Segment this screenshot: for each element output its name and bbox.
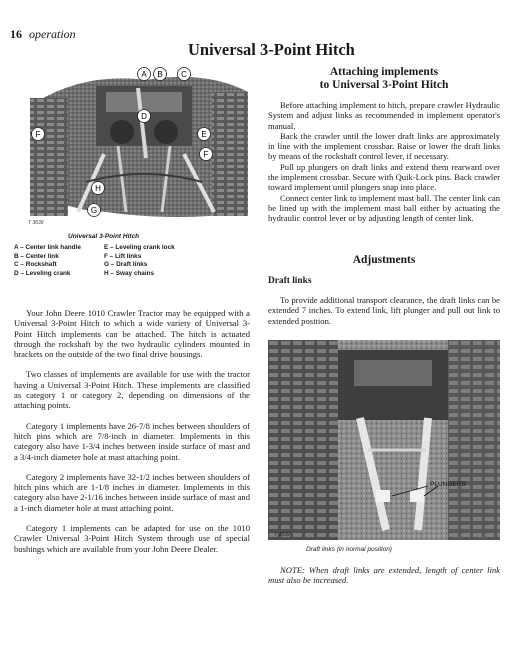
hitch-photo (26, 62, 252, 228)
note-text: NOTE: When draft links are extended, length of center link must also be increased. (268, 565, 500, 586)
body-paragraph: To provide additional transport clearance, the draft links can be extended 7 inches. To extend link, lift plunger and pull out link to extended position. (268, 295, 500, 326)
svg-text:H: H (95, 184, 101, 193)
legend-item: A – Center link handle (14, 244, 81, 251)
body-paragraph: Your John Deere 1010 Crawler Tractor may be equipped with a Universal 3-Point Hitch to which a wide variety of Universal 3-Point Hitch implements can be attached. The hitch is actuated through the rockshaft by the two hydraulic cylinders mounted in brackets on the outside of the two final drive housings. (14, 308, 250, 360)
svg-text:A: A (141, 70, 147, 79)
svg-text:D: D (141, 112, 147, 121)
body-paragraph: Category 2 implements have 32-1/2 inches between shoulders of hitch pins which are 1-1/8 inches in diameter. Implements in this category also have 2-1/16 inches between inside surface of mast and a 1-inch diameter hole at mast attaching point. (14, 471, 250, 513)
adjustments-heading: Adjustments (352, 254, 416, 266)
attaching-heading-line2: to Universal 3-Point Hitch (319, 78, 449, 91)
figure2-caption: Draft links (in normal position) (306, 546, 392, 553)
left-column-body (14, 308, 250, 564)
legend-item: F – Lift links (104, 252, 142, 260)
svg-text:G: G (90, 206, 98, 215)
svg-text:T 3639: T 3639 (274, 532, 290, 538)
section-name: operation (29, 27, 76, 41)
legend-item: H – Sway chains (104, 269, 155, 277)
svg-text:B: B (157, 70, 163, 79)
body-paragraph: Category 1 implements have 26-7/8 inches between shoulders of hitch pins which are 7/8-inch in diameter. Implements in this category also have 1-3/4 inches between inside surface of mast and a 3/4-inch diameter hole at mast attaching point. (14, 420, 250, 462)
svg-text:F: F (35, 130, 41, 139)
body-paragraph: Two classes of implements are available for use with the tractor having a Universal 3-Point Hitch. These implements are classified as category 1 or category 2, depending on dimensions of the attaching points. (14, 369, 250, 411)
body-paragraph: Connect center link to implement mast ball. The center link can be lined up with the implement mast ball either by actuating the hydraulic control lever or by adjusting length of center link. (268, 192, 500, 224)
body-paragraph: Back the crawler until the lower draft links are approximately in line with the implement crossbar. Raise or lower the draft links by means of the rockshaft control lever, if necessary. (268, 130, 500, 162)
legend-item: D – Leveling crank (14, 269, 71, 277)
legend-item: B – Center link (14, 252, 59, 260)
legend-item: C – Rockshaft (14, 261, 57, 268)
body-paragraph: Before attaching implement to hitch, prepare crawler Hydraulic System and adjust links as recommended in implement operator's manual. (268, 100, 500, 131)
plungers-label: PLUNGERS (430, 481, 466, 488)
body-paragraph: Category 1 implements can be adapted for use on the 1010 Crawler Universal 3-Point Hitch System through use of special bushings which are available from your John Deere Dealer. (14, 523, 250, 554)
legend-item: G – Draft links (104, 261, 148, 268)
svg-text:C: C (181, 70, 187, 79)
draft-links-subheading: Draft links (268, 276, 312, 286)
svg-text:T 3639: T 3639 (28, 220, 44, 226)
page-header (10, 27, 76, 42)
body-paragraph: Pull up plungers on draft links and extend them rearward over the implement crossbar. Secure with Quik-Lock pins. Back crawler toward implement until plungers snap into place. (268, 161, 500, 193)
draft-links-photo (268, 340, 500, 540)
page-number: 16 (10, 27, 22, 41)
attaching-heading (268, 66, 500, 91)
attaching-body (268, 100, 500, 224)
draft-links-body (268, 295, 500, 333)
attaching-heading-line1: Attaching implements (329, 66, 439, 78)
figure1-caption: Universal 3-Point Hitch (68, 233, 140, 240)
svg-text:E: E (201, 130, 207, 139)
page-title: Universal 3-Point Hitch (188, 40, 355, 59)
svg-text:F: F (203, 150, 209, 159)
legend-item: E – Leveling crank lock (104, 244, 175, 251)
